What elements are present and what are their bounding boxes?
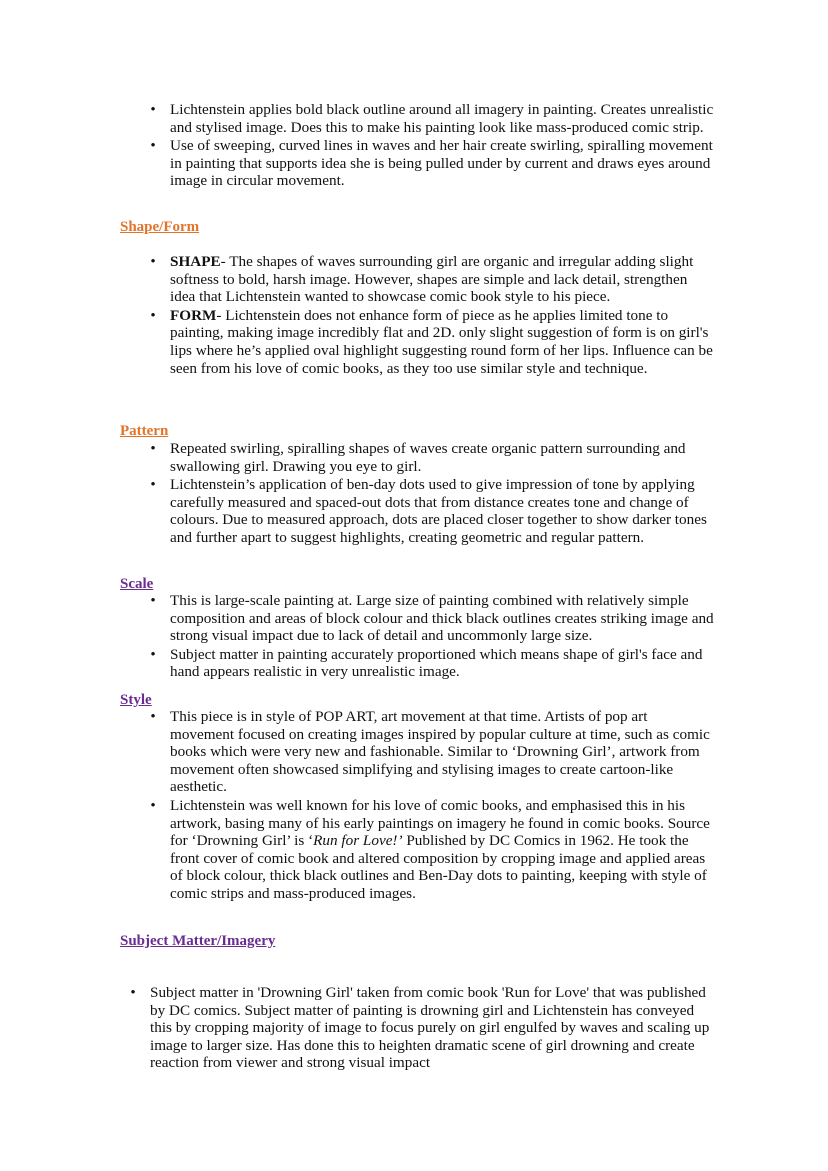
list-item [150,440,715,475]
pattern-list [150,440,715,547]
list-item [150,645,715,681]
bullet-icon: • [150,137,156,155]
heading-subject-matter: Subject Matter/Imagery [120,933,276,949]
subject-list [130,984,710,1072]
bullet-icon: • [150,476,156,494]
list-item [150,476,715,546]
heading-scale: Scale [120,576,154,592]
bullet-icon: • [150,101,156,118]
list-item-text: Lichtenstein was well known for his love of comic books, and emphasised this in his artwork, basing many of his early paintings on imagery he found in comic books. Source for ‘Drowning Girl’ is ‘ [170,796,710,850]
intro-list [150,101,715,190]
list-item-text: - The shapes of waves surrounding girl are organic and irregular adding slight softness to bold, harsh image. However, shapes are simple and lack detail, strengthen idea that Lichtenstein wanted to showcase comic book style to his piece. [170,253,694,306]
list-item [130,984,710,1072]
list-item-text: This piece is in style of POP ART, art movement at that time. Artists of pop art movement focused on creating images inspired by popular culture at time, such as comic books which were very new and fashionable. Similar to ‘Drowning Girl’, artwork from movement often showcased simplifying and stylising images to create cartoon-like aesthetic. [170,708,710,796]
bullet-icon: • [150,796,156,814]
heading-pattern: Pattern [120,423,169,439]
bullet-icon: • [150,440,156,457]
list-item-text: This is large-scale painting at. Large size of painting combined with relatively simple composition and areas of block colour and thick black outlines creates striking image and strong visual impact due to lack of detail and uncommonly large size. [170,592,714,645]
list-item [150,101,715,136]
list-item-text: Use of sweeping, curved lines in waves and her hair create swirling, spiralling movement in painting that supports idea she is being pulled under by current and draws eyes around image in circular movement. [170,137,713,190]
bullet-icon: • [150,645,156,663]
list-item [150,306,715,377]
list-item [150,137,715,190]
heading-style: Style [120,692,152,708]
list-item [150,253,715,306]
list-item-text: Published by DC Comics in 1962. He took the front cover of comic book and altered composition by cropping image and applied areas of block colour, thick black outlines and Ben-Day dots to painting, keeping with style of comic strips and mass-produced images. [170,832,707,902]
list-item-text: Subject matter in painting accurately proportioned which means shape of girl's face and hand appears realistic in very unrealistic image. [170,645,703,681]
heading-shape-form: Shape/Form [120,219,200,235]
list-item-text: Lichtenstein applies bold black outline around all imagery in painting. Creates unrealistic and stylised image. Does this to make his painting look like mass-produced comic strip. [170,101,714,136]
list-item [150,592,715,645]
bullet-icon: • [150,592,156,609]
bullet-icon: • [130,984,136,1001]
list-item-text: Subject matter in 'Drowning Girl' taken from comic book 'Run for Love' that was published by DC comics. Subject matter of painting is drowning girl and Lichtenstein has conveyed this by cropping majority of image to focus purely on girl engulfed by waves and scaling up image to larger size. Has done this to heighten dramatic scene of girl drowning and create reaction from viewer and strong visual impact [150,984,710,1072]
list-item-text: Repeated swirling, spiralling shapes of waves create organic pattern surrounding and swallowing girl. Drawing you eye to girl. [170,440,686,475]
bullet-icon: • [150,253,156,270]
list-item-italic: Run for Love!’ [313,832,403,850]
bullet-icon: • [150,708,156,725]
bullet-icon: • [150,306,156,324]
style-list [150,708,715,903]
list-item-lead: SHAPE [170,253,221,270]
list-item-text: - Lichtenstein does not enhance form of piece as he applies limited tone to painting, making image incredibly flat and 2D. only slight suggestion of form is on girl's lips where he’s applied oval highlight suggesting round form of her lips. Influence can be seen from his love of comic books, as they too use similar style and technique. [170,306,713,377]
list-item [150,796,715,903]
shape-form-list [150,253,715,377]
list-item [150,708,715,796]
list-item-text: Lichtenstein’s application of ben-day dots used to give impression of tone by applying carefully measured and spaced-out dots that from distance creates tone and change of colours. Due to measured approach, dots are placed closer together to show darker tones and further apart to suggest highlights, creating geometric and regular pattern. [170,476,707,546]
list-item-lead: FORM [170,306,217,324]
scale-list [150,592,715,681]
